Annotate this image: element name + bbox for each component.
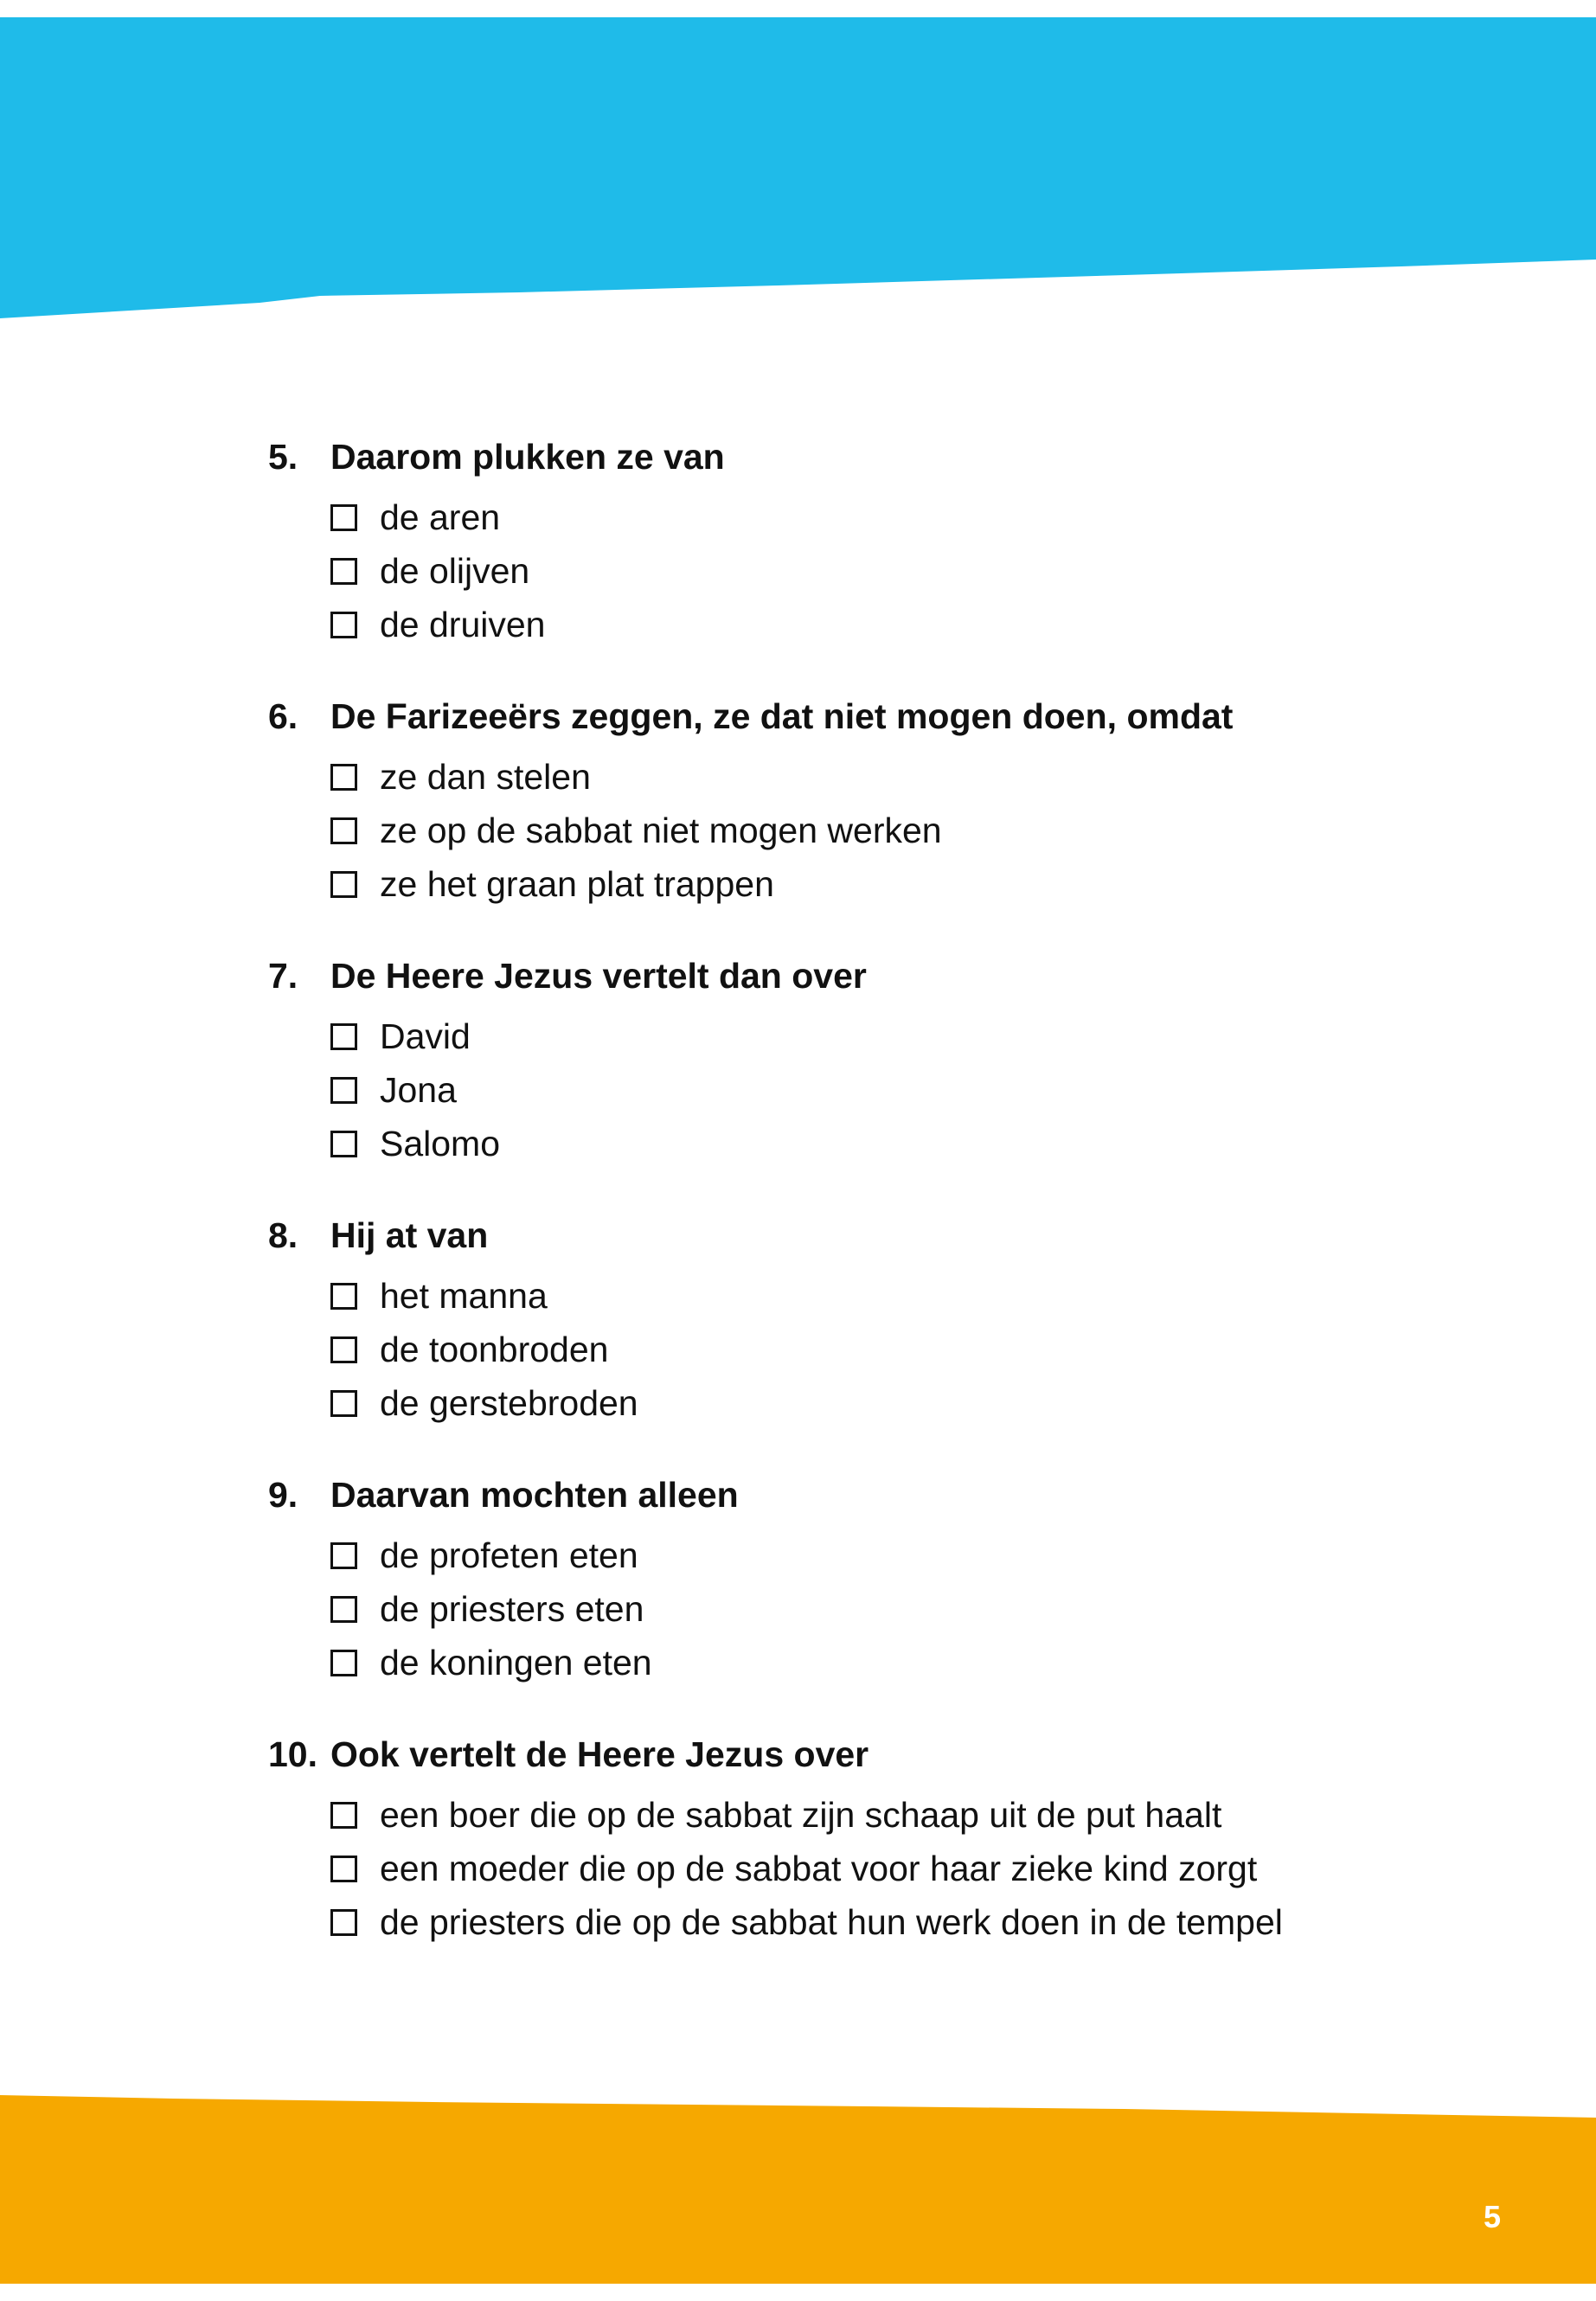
question-header	[268, 956, 1393, 1009]
top-band-shape	[0, 17, 1596, 318]
checkbox[interactable]	[330, 1283, 357, 1310]
answer-option[interactable]	[330, 1529, 1393, 1582]
question-6	[268, 696, 1393, 911]
answer-option[interactable]	[330, 598, 1393, 651]
option-label: ze dan stelen	[380, 756, 591, 797]
option-label: ze het graan plat trappen	[380, 863, 774, 904]
question-prompt: Daarvan mochten alleen	[330, 1475, 739, 1515]
question-header	[268, 1734, 1393, 1788]
checkbox[interactable]	[330, 1023, 357, 1050]
quiz	[268, 437, 1393, 1994]
answer-option[interactable]	[330, 1376, 1393, 1430]
option-label: de profeten eten	[380, 1535, 638, 1575]
option-label: Jona	[380, 1069, 457, 1110]
answer-option[interactable]	[330, 804, 1393, 857]
top-color-band	[0, 0, 1596, 329]
option-label: de toonbroden	[380, 1329, 609, 1369]
question-number: 8.	[268, 1215, 298, 1255]
question-header	[268, 1475, 1393, 1529]
option-label: ze op de sabbat niet mogen werken	[380, 810, 942, 850]
checkbox[interactable]	[330, 1909, 357, 1936]
question-number: 10.	[268, 1734, 317, 1774]
answer-option[interactable]	[330, 1788, 1393, 1842]
checkbox[interactable]	[330, 817, 357, 844]
checkbox[interactable]	[330, 1131, 357, 1157]
answer-option[interactable]	[330, 857, 1393, 911]
question-prompt: De Heere Jezus vertelt dan over	[330, 956, 867, 996]
question-number: 6.	[268, 696, 298, 736]
answer-option[interactable]	[330, 544, 1393, 598]
checkbox[interactable]	[330, 1802, 357, 1829]
page-number: 5	[1483, 2199, 1501, 2234]
question-prompt: Daarom plukken ze van	[330, 437, 725, 477]
answer-option[interactable]	[330, 750, 1393, 804]
question-header	[268, 1215, 1393, 1269]
question-number: 5.	[268, 437, 298, 477]
question-prompt: De Farizeeërs zeggen, ze dat niet mogen doen, omdat	[330, 696, 1234, 736]
checkbox[interactable]	[330, 1542, 357, 1569]
answer-option[interactable]	[330, 1582, 1393, 1636]
option-label: de druiven	[380, 604, 546, 644]
answer-option[interactable]	[330, 1842, 1393, 1895]
checkbox[interactable]	[330, 1390, 357, 1417]
option-label: de gerstebroden	[380, 1382, 638, 1423]
checkbox[interactable]	[330, 764, 357, 791]
option-label: de priesters die op de sabbat hun werk doen in de tempel	[380, 1901, 1283, 1942]
option-label: Salomo	[380, 1123, 501, 1163]
answer-option[interactable]	[330, 1009, 1393, 1063]
checkbox[interactable]	[330, 1650, 357, 1676]
question-header	[268, 696, 1393, 750]
option-label: de koningen eten	[380, 1642, 652, 1682]
checkbox[interactable]	[330, 1077, 357, 1104]
question-10	[268, 1734, 1393, 1949]
question-number: 7.	[268, 956, 298, 996]
answer-option[interactable]	[330, 1269, 1393, 1323]
question-prompt: Hij at van	[330, 1215, 489, 1255]
answer-option[interactable]	[330, 1895, 1393, 1949]
question-7	[268, 956, 1393, 1170]
bottom-band-shape	[0, 2095, 1596, 2284]
option-label: de priesters eten	[380, 1588, 644, 1629]
checkbox[interactable]	[330, 612, 357, 638]
question-prompt: Ook vertelt de Heere Jezus over	[330, 1734, 869, 1774]
option-label: het manna	[380, 1275, 548, 1316]
option-label: de olijven	[380, 550, 530, 591]
checkbox[interactable]	[330, 504, 357, 531]
answer-option[interactable]	[330, 1636, 1393, 1689]
answer-option[interactable]	[330, 1063, 1393, 1117]
question-5	[268, 437, 1393, 651]
checkbox[interactable]	[330, 1596, 357, 1623]
question-8	[268, 1215, 1393, 1430]
option-label: de aren	[380, 497, 501, 537]
question-header	[268, 437, 1393, 490]
question-9	[268, 1475, 1393, 1689]
answer-option[interactable]	[330, 490, 1393, 544]
bottom-color-band	[0, 2076, 1596, 2301]
option-label: een boer die op de sabbat zijn schaap uit de put haalt	[380, 1794, 1222, 1835]
checkbox[interactable]	[330, 1856, 357, 1882]
option-label: David	[380, 1016, 471, 1056]
checkbox[interactable]	[330, 871, 357, 898]
option-label: een moeder die op de sabbat voor haar zieke kind zorgt	[380, 1848, 1258, 1888]
answer-option[interactable]	[330, 1323, 1393, 1376]
checkbox[interactable]	[330, 1336, 357, 1363]
answer-option[interactable]	[330, 1117, 1393, 1170]
checkbox[interactable]	[330, 558, 357, 585]
question-number: 9.	[268, 1475, 298, 1515]
